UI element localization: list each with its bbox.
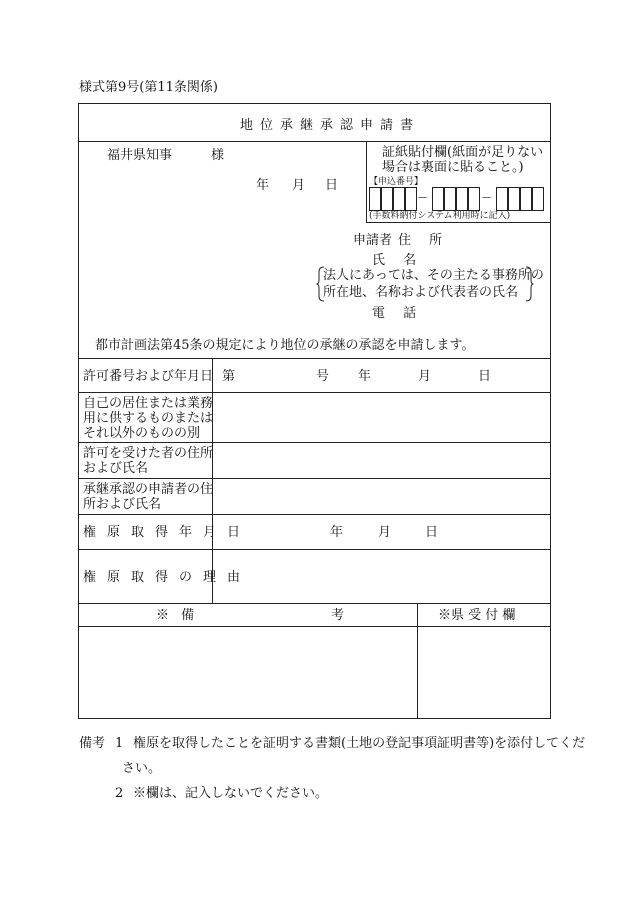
remarks-header-kou: 考 xyxy=(331,608,345,623)
note-1-line2: さい。 xyxy=(122,761,162,776)
row-divider xyxy=(78,514,551,515)
stamp-area-note: (手数料納付システム利用時に記入) xyxy=(369,211,511,221)
remarks-header-divider xyxy=(78,626,551,627)
permit-month: 月 xyxy=(418,369,432,384)
row-divider xyxy=(78,442,551,443)
row-divider xyxy=(78,549,551,550)
reception-header: ※県 受 付 欄 xyxy=(438,608,516,623)
application-statement: 都市計画法第45条の規定により地位の承継の承認を申請します。 xyxy=(95,338,475,353)
notes-heading: 備考 xyxy=(79,736,106,751)
application-number-digit[interactable] xyxy=(444,187,456,211)
applicant-phone-label: 電 話 xyxy=(372,306,424,321)
permit-dai: 第 xyxy=(222,369,236,384)
row-divider xyxy=(78,478,551,479)
permit-go: 号 xyxy=(316,369,330,384)
application-number-label: 【申込番号】 xyxy=(369,177,424,187)
application-number-digit[interactable] xyxy=(432,187,444,211)
application-number-digit[interactable] xyxy=(508,187,520,211)
number-separator: — xyxy=(418,193,427,203)
applicant-label: 申請者 xyxy=(353,233,393,248)
acquisition-month: 月 xyxy=(378,525,392,540)
acquisition-date-label: 権原取得年月日 xyxy=(83,525,252,540)
purpose-label-line1: 自己の居住または業務 xyxy=(83,396,214,411)
permit-day: 日 xyxy=(478,369,492,384)
stamp-area-line2: 場合は裏面に貼ること。) xyxy=(382,160,524,175)
application-number-digit[interactable] xyxy=(381,187,393,211)
acquisition-day: 日 xyxy=(425,525,439,540)
row-divider xyxy=(78,603,551,604)
number-separator: — xyxy=(482,193,491,203)
date-year-label: 年 xyxy=(256,178,270,193)
corporate-note-line2: 所在地、名称および代表者の氏名 xyxy=(323,285,519,300)
permittee-label-line1: 許可を受けた者の住所 xyxy=(83,446,214,461)
note-2-number: 2 xyxy=(115,786,124,801)
application-number-digit[interactable] xyxy=(393,187,405,211)
remarks-header-label: ※ 備 xyxy=(156,608,199,623)
successor-label-line2: 所および氏名 xyxy=(83,497,162,512)
application-number-digit[interactable] xyxy=(496,187,508,211)
note-2-text: ※欄は、記入しないでください。 xyxy=(133,786,329,801)
stamp-area-line1: 証紙貼付欄(紙面が足りない xyxy=(382,145,544,160)
application-number-digit[interactable] xyxy=(520,187,532,211)
applicant-name-label: 氏 名 xyxy=(372,253,424,268)
date-month-label: 月 xyxy=(292,178,306,193)
form-number: 様式第9号(第11条関係) xyxy=(79,80,218,95)
right-bracket xyxy=(524,266,534,302)
corporate-note-line1: 法人にあっては、その主たる事務所の xyxy=(323,268,544,283)
purpose-label-line2: 用に供するものまたは xyxy=(83,411,214,426)
label-column-divider xyxy=(212,358,213,603)
permit-year: 年 xyxy=(358,369,372,384)
successor-label-line1: 承継承認の申請者の住 xyxy=(83,482,214,497)
application-number-digit[interactable] xyxy=(468,187,480,211)
application-number-digit[interactable] xyxy=(369,187,381,211)
note-1-number: 1 xyxy=(115,736,124,751)
application-number-digit[interactable] xyxy=(456,187,468,211)
permittee-label-line2: および氏名 xyxy=(83,461,149,476)
acquisition-year: 年 xyxy=(330,525,344,540)
date-day-label: 日 xyxy=(325,178,339,193)
form-title: 地位承継承認申請書 xyxy=(240,118,421,133)
header-divider xyxy=(78,358,551,359)
row-divider xyxy=(78,392,551,393)
addressee: 福井県知事 様 xyxy=(107,148,225,163)
acquisition-reason-label: 権原取得の理由 xyxy=(83,570,252,585)
application-number-digit[interactable] xyxy=(405,187,417,211)
remarks-column-divider xyxy=(417,603,418,719)
application-number-digit[interactable] xyxy=(532,187,544,211)
permit-number-label: 許可番号および年月日 xyxy=(83,369,214,384)
note-1-line1: 権原を取得したことを証明する書類(土地の登記事項証明書等)を添付してくだ xyxy=(133,736,586,751)
applicant-address-label: 住 所 xyxy=(398,233,450,248)
purpose-label-line3: それ以外のものの別 xyxy=(83,426,201,441)
